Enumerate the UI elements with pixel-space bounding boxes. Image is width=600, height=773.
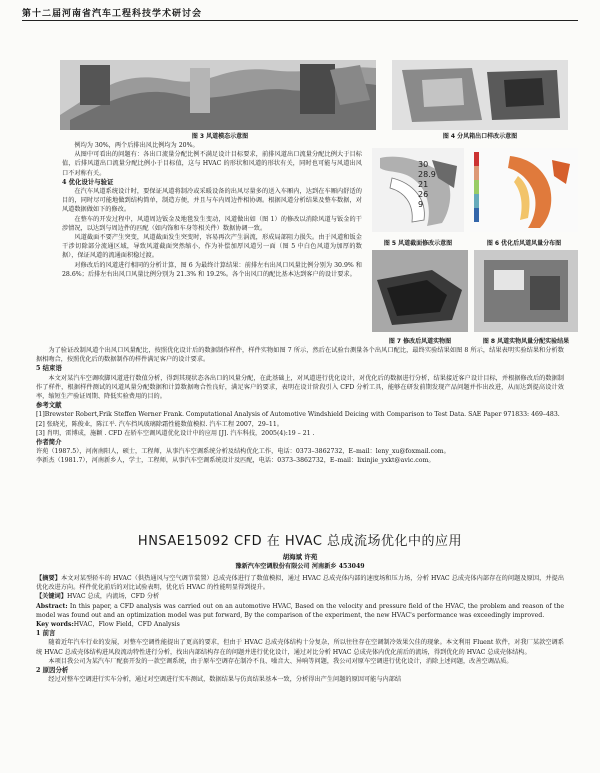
label: 30 xyxy=(418,160,429,169)
author-bio-2: 李新杰（1981.7），河南新乡人，学士，工程师，从事汽车空调系统设计及匹配，电话：0373–3862732，E–mail：lixinjie_yxkt@avic.com。 xyxy=(36,457,435,465)
section-heading-4: 4 优化设计与验证 xyxy=(62,177,114,186)
label: 28.9 xyxy=(418,170,436,179)
article-2-affiliation: 豫新汽车空调股份有限公司 河南新乡 453049 xyxy=(235,563,365,570)
paragraph: 为了验证改制风道个出风口风量配比，按照优化设计后的数据制作样件，样件实物如图 7 所示，然后在试验台测量各个出风口配比，最终实验结果如图 8 所示，结果表明实验结果和分析数据相吻合，按照优化后的数据制作的样件满足客户的设计要求。 xyxy=(36,347,564,364)
section-heading-5: 5 结束语 xyxy=(36,364,62,373)
reference-1: [1]Brewster Robert,Frik Steffen Werner Frank. Computational Analysis of Automotive Windshield Deicing with Comparison to Test Data. SAE Paper 971833: 469–483. xyxy=(36,411,560,419)
header-rule xyxy=(22,20,578,21)
article-2-body xyxy=(36,574,564,684)
figure-4-caption: 图 4 分风箱出口样改示意图 xyxy=(442,133,518,140)
figure-7-image xyxy=(372,250,468,332)
label: 26 xyxy=(418,190,429,199)
paragraph: 本文对某汽车空调吹脚风道进行数值分析，得到其现状态各出口的风量分配，在此基础上，对风道进行优化设计，对优化后的数据进行分析，结果接近客户设计目标，并根据修改后的数据制作了样件，根据样件测试的风道风量分配数据和计算数据吻合性良好，满足客户的要求，表明在设计阶段引入 CFD 分析工具，能够在研发前期发现产品问题并作出改进，从而达到提高设计效率，缩短生产验证周期、降低实验费用的目的。 xyxy=(36,374,564,401)
label: 21 xyxy=(418,180,429,189)
article-2-title: HNSAE15092 CFD 在 HVAC 总成流场优化中的应用 xyxy=(137,534,463,549)
left-column-text xyxy=(62,141,362,279)
paragraph: 对修改后的风道进行相同的分析计算，图 6 为最终计算结果：前排左右出风口风量比例分别为 30.9% 和 28.6%；后排左右出风口风量比例分别为 21.3% 和 19.2%。各个出风口的配比基本达到客户的设计要求。 xyxy=(62,261,362,278)
keywords-text: HVAC 总成，内流场，CFD 分析 xyxy=(66,593,160,601)
author-bio-1: 许苑（1987.5），河南南阳人，硕士，工程师，从事汽车空调系统分析及结构优化工作，电话：0373–3862732，E–mail：leny_xu@foxmail.com。 xyxy=(36,448,450,456)
figure-4-image xyxy=(392,60,568,130)
abstract-en-text: In this paper, a CFD analysis was carried out on an automotive HVAC, Based on the velocity and pressure field of the HVAC, the problem and reason of the model was found out and an optimization model was put forward, By the comparison of the experiment, the new HVAC's performance was exceedingly improved. xyxy=(36,602,564,619)
paragraph: 在汽车风道系统设计时，要保证风道将制冷或采暖设备的出风尽量多的送入车厢内，达到在车厢内舒适的目的，同时尽可能地做到结构简单，制造方便，并且与车内周边件相协调。根据风道分析结果及整车数据，对风道数据做如下的修改。 xyxy=(62,188,362,214)
figure-6-image xyxy=(470,148,578,232)
abstract-label: 【摘要】 xyxy=(36,575,61,582)
paragraph: 本项目我公司为某汽车厂配套开发的一款空调系统，由于原车空调存在制冷不良、噪音大、异响等问题，我公司对原车空调进行优化设计，消除上述问题，改善空调品质。 xyxy=(48,657,513,665)
paragraph: 风道截面不要产生突变，风道截面发生突变时，容易再次产生涡流，形成局部阻力损失。由于风道和钣金干涉切除部分流通区域，导致风道截面突然缩小，作为补偿加厚风道另一面（图 5 中白色风道为加厚的数据），保证风道的流通面积稳过渡。 xyxy=(62,234,362,260)
author-bio-heading: 作者简介 xyxy=(36,438,62,447)
figure-5-caption: 图 5 风道截面修改示意图 xyxy=(383,240,453,247)
abstract-text: 本文对某型轿车的 HVAC（供热通风与空气调节装置）总成壳体进行了数值模拟，通过 HVAC 总成壳体内部的速度场和压力场，分析 HVAC 总成壳体内部存在的问题及原因，并提出优化改进方向。样件优化前后的对比试验表明，优化后 HVAC 的性能明显得到提升。 xyxy=(36,575,565,592)
reference-2: [2] 张晓光，陈俊业，陈江平. 汽车挡风玻璃除霜性能数值模拟. 汽车工程 2007，29–11。 xyxy=(36,420,283,428)
section-heading-1: 1 前言 xyxy=(36,629,56,638)
references-heading: 参考文献 xyxy=(36,401,62,410)
running-header: 第十二届河南省汽车工程科技学术研讨会 xyxy=(22,9,203,19)
figure-6-caption: 图 6 优化后风道风量分布图 xyxy=(486,240,562,247)
paragraph: 在整车的开发过程中，风道周边钣金及地毯发生变动，风道做出如（图 1）的修改以消除风道与钣金的干涉情况，以达到与周边件的匹配（如内饰和车身等相关件）数据协调一致。 xyxy=(62,215,362,232)
paragraph: 随着近年汽车行业的发展，对整车空调性能提出了更高的要求，但由于 HVAC 总成壳体结构十分复杂，所以往往存在空调制冷效果欠佳的现象。本文利用 Fluent 软件，对我厂某款空调系统 HVAC 总成壳体结构进风段流动特性进行分析，找出内部结构存在的问题并进行优化设计，通过对比分析 HVAC 总成壳体内优化前后的流场，得到优化的 HVAC 总成壳体结构。 xyxy=(36,639,564,656)
paragraph: 例均为 30%，两个后排出风比例均为 20%。 xyxy=(74,142,199,149)
paragraph: 经过对整车空调进行实车分析，通过对空调进行实车测试，数据结果与仿真结果基本一致，分析得出产生问题的原因可能与内部结 xyxy=(48,676,402,684)
label: 9 xyxy=(418,200,424,209)
keywords-en-text: HVAC，Flow Field，CFD Analysis xyxy=(73,621,180,629)
keywords-en-label: Key words: xyxy=(36,621,74,629)
reference-3: [3] 肖明，雷博成，施颖 . CFD 在轿车空调风道优化设计中的应用 [J]. 汽车科技，2005(4):19 – 21 . xyxy=(36,429,315,437)
abstract-en-label: Abstract: xyxy=(36,602,68,610)
body-text xyxy=(36,346,564,466)
paragraph: 从图中可看出的问题有：各出口流量分配比例不满足设计目标要求，前排风道出口流量分配比例大于目标值，后排风道出口流量分配比例小于目标值，这与 HVAC 的形状和风道的形状有关，同时也可能与风道出风口不对称有关。 xyxy=(62,151,362,177)
figure-5-labels xyxy=(418,160,436,210)
figure-8-image xyxy=(474,250,578,332)
section-heading-2: 2 原因分析 xyxy=(36,666,69,675)
figure-3-image xyxy=(60,60,376,130)
figure-8-caption: 图 8 风道实物风量分配实验结果 xyxy=(482,338,570,345)
keywords-label: 【关键词】 xyxy=(36,593,67,601)
figure-7-caption: 图 7 修改后风道实物图 xyxy=(388,338,452,345)
figure-3-caption: 图 3 风道模态示意图 xyxy=(191,133,249,140)
article-2-authors: 胡海斌 许苑 xyxy=(282,553,318,561)
